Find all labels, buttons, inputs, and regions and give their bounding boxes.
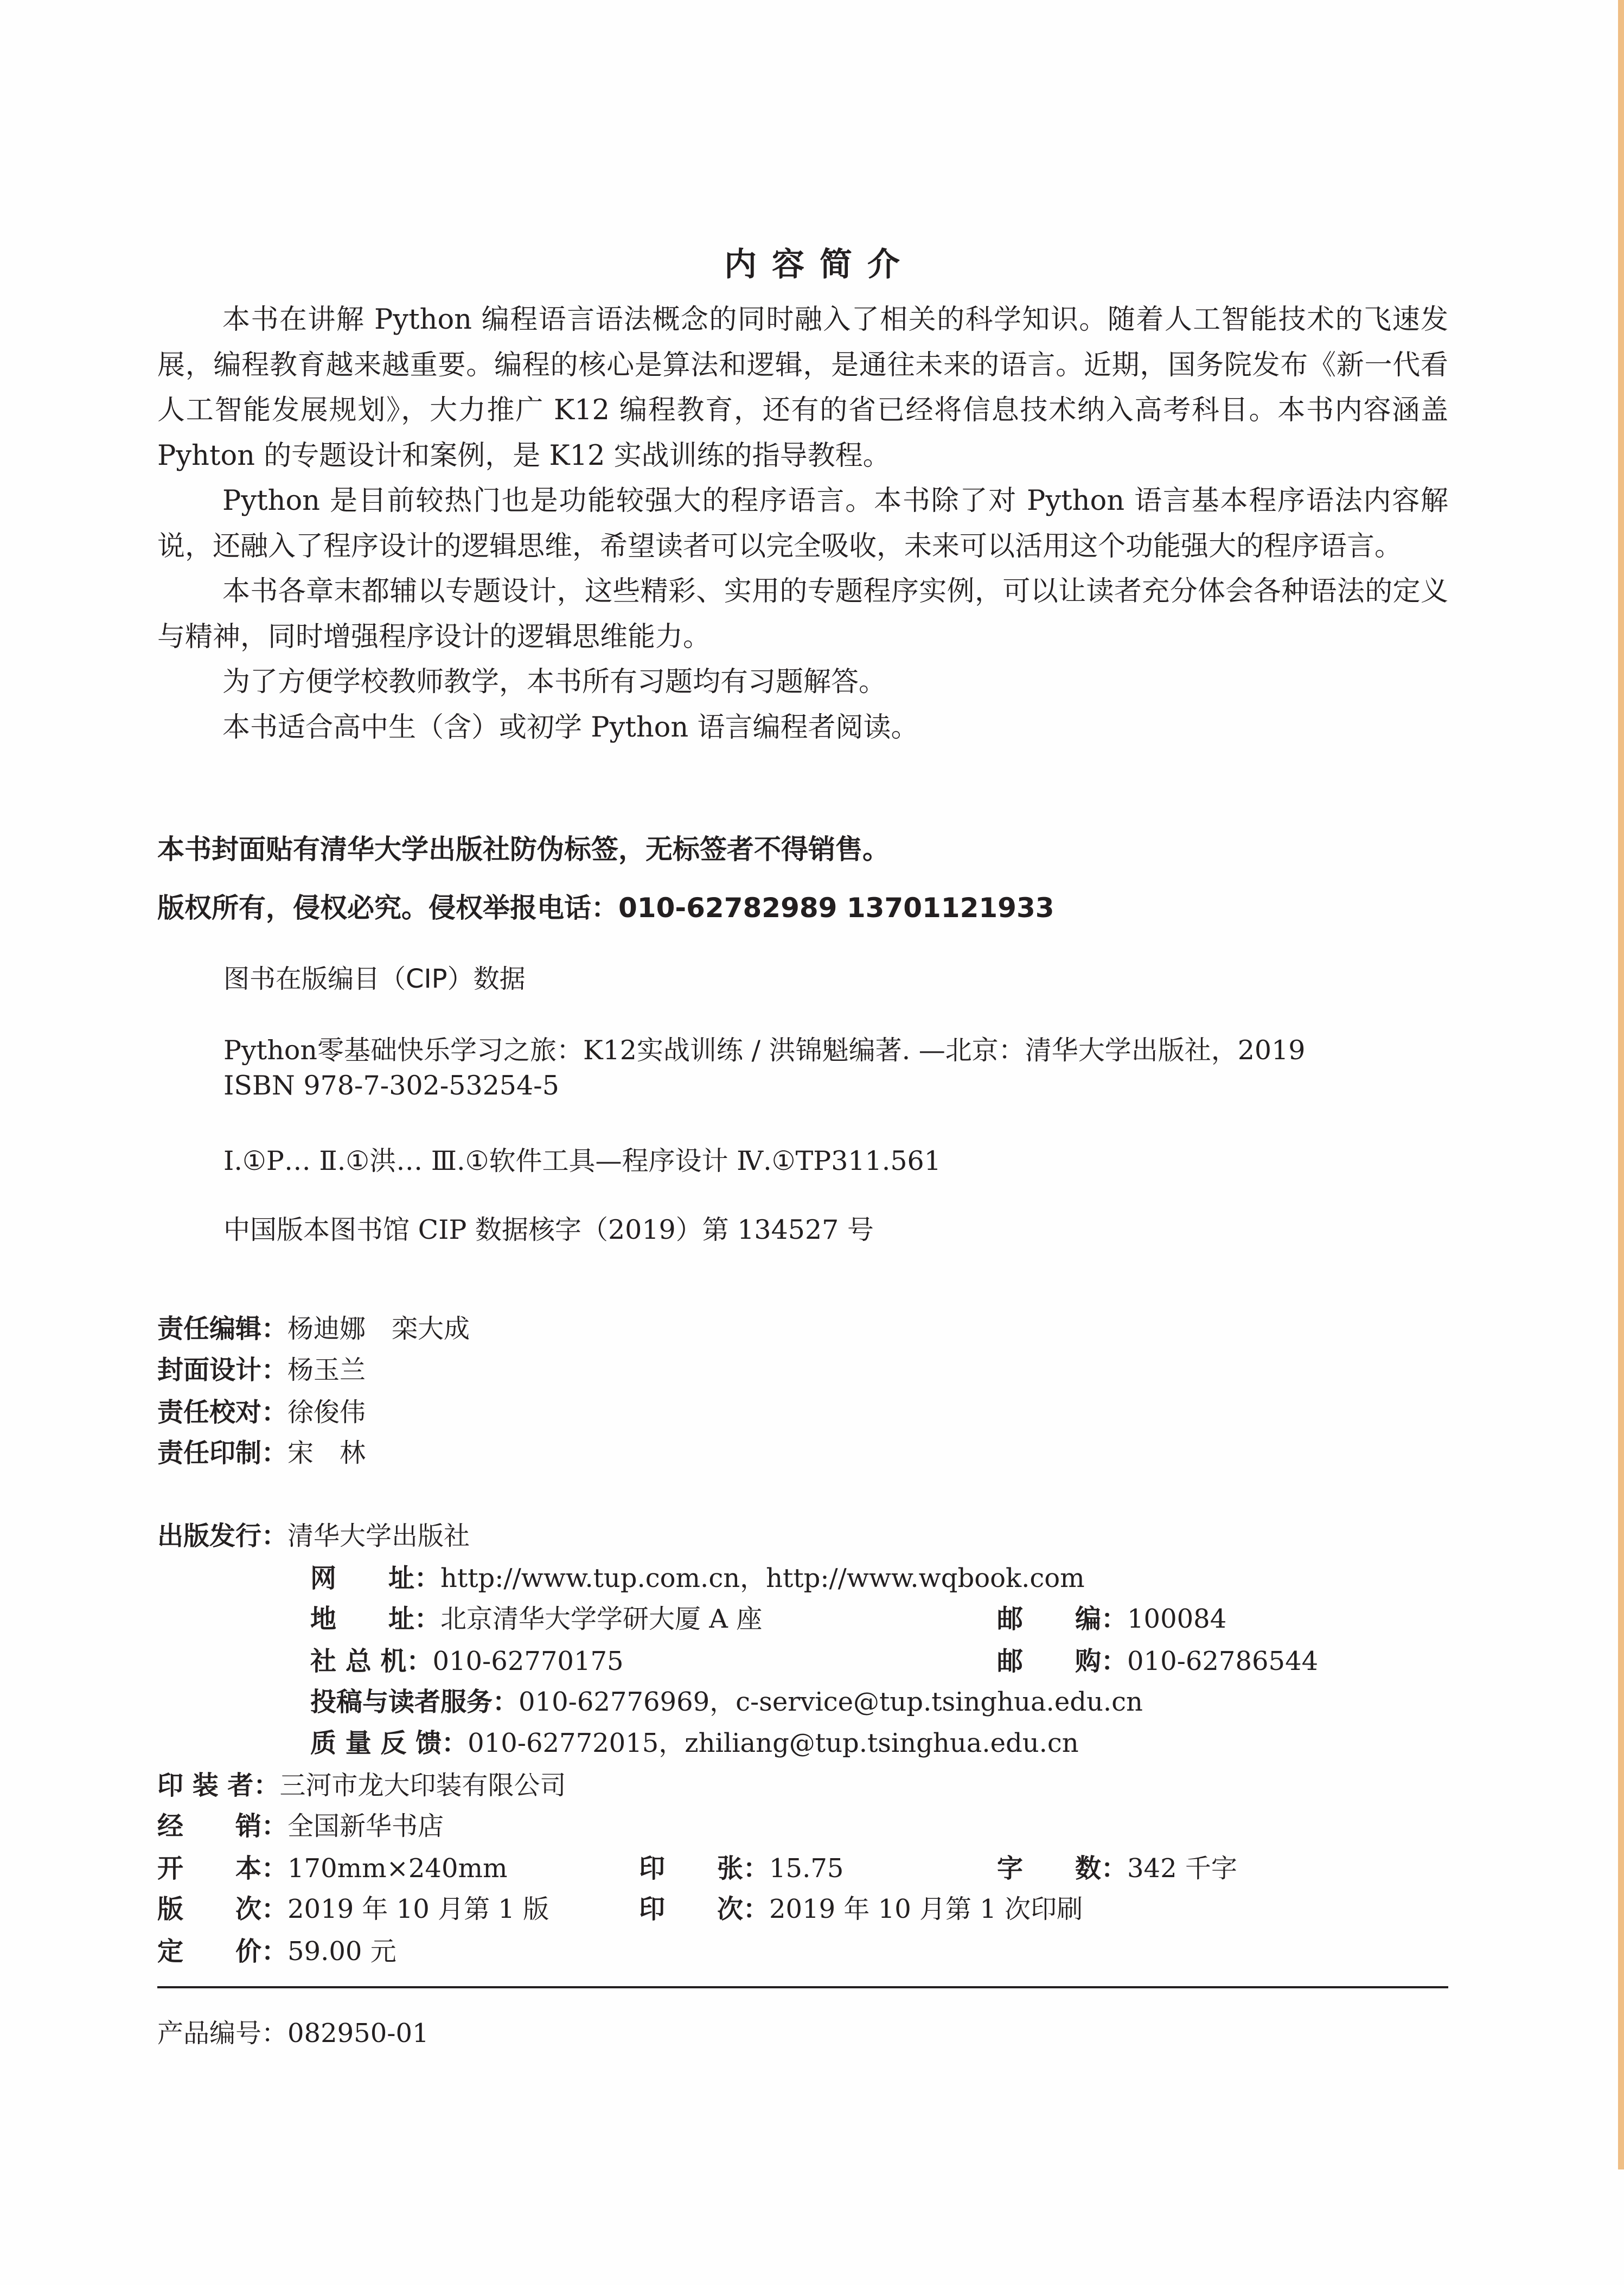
product-number-value: 082950-01	[287, 2018, 429, 2049]
impression-label: 印 次：	[639, 1894, 770, 1924]
website-value: http://www.tup.com.cn，http://www.wqbook.com	[440, 1563, 1085, 1593]
cip-classification: Ⅰ.①P… Ⅱ.①洪… Ⅲ.①软件工具—程序设计 Ⅳ.①TP311.561	[223, 1145, 941, 1176]
mail-order-value: 010-62786544	[1127, 1646, 1319, 1676]
reader-service-label: 投稿与读者服务：	[310, 1687, 519, 1717]
distributor-label: 经 销：	[157, 1811, 288, 1841]
word-count-value: 342 千字	[1127, 1853, 1237, 1884]
postcode-row	[997, 1598, 1226, 1635]
switchboard-value: 010-62770175	[432, 1646, 624, 1676]
impression-value: 2019 年 10 月第 1 次印刷	[769, 1894, 1083, 1924]
word-count-row	[997, 1847, 1237, 1885]
format-row	[157, 1847, 508, 1885]
cip-isbn: ISBN 978-7-302-53254-5	[223, 1070, 559, 1101]
feedback-label: 质 量 反 馈：	[310, 1728, 468, 1758]
staff-value: 徐俊伟	[287, 1397, 366, 1428]
staff-row-cover-design	[157, 1349, 366, 1386]
price-row	[157, 1930, 397, 1968]
price-value: 59.00 元	[287, 1936, 397, 1967]
edition-value: 2019 年 10 月第 1 版	[287, 1894, 549, 1924]
staff-value: 杨玉兰	[287, 1355, 366, 1385]
cip-heading: 图书在版编目（CIP）数据	[223, 964, 526, 994]
website-label: 网 址：	[310, 1563, 441, 1593]
mail-order-label: 邮 购：	[997, 1646, 1128, 1676]
page-edge-color-strip	[1618, 0, 1624, 2169]
publisher-name: 清华大学出版社	[287, 1521, 470, 1551]
address-value: 北京清华大学学研大厦 A 座	[440, 1604, 763, 1634]
summary-title: 内容简介	[724, 246, 915, 284]
publisher-row	[157, 1515, 470, 1552]
switchboard-label: 社 总 机：	[310, 1646, 433, 1676]
summary-paragraph: 为了方便学校教师教学，本书所有习题均有习题解答。	[222, 666, 887, 698]
edition-label: 版 次：	[157, 1894, 288, 1924]
mail-order-row	[997, 1640, 1318, 1678]
switchboard-row	[310, 1640, 624, 1678]
sheets-row	[639, 1847, 843, 1885]
sheets-label: 印 张：	[639, 1853, 770, 1884]
staff-row-editor	[157, 1308, 470, 1345]
staff-value: 杨迪娜 栾大成	[287, 1314, 470, 1344]
staff-label: 封面设计：	[157, 1355, 288, 1385]
website-row	[310, 1557, 1085, 1595]
publisher-label: 出版发行：	[157, 1521, 288, 1551]
staff-row-printing	[157, 1432, 366, 1469]
summary-paragraph: 本书适合高中生（含）或初学 Python 语言编程者阅读。	[222, 711, 919, 744]
staff-row-proofreader	[157, 1391, 366, 1429]
format-value: 170mm×240mm	[287, 1853, 508, 1884]
reader-service-row	[310, 1681, 1143, 1718]
distributor-value: 全国新华书店	[287, 1811, 444, 1841]
staff-label: 责任印制：	[157, 1438, 288, 1468]
edition-row	[157, 1888, 549, 1925]
sheets-value: 15.75	[769, 1853, 844, 1884]
cip-library-number: 中国版本图书馆 CIP 数据核字（2019）第 134527 号	[223, 1214, 874, 1245]
summary-paragraph: 本书在讲解 Python 编程语言语法概念的同时融入了相关的科学知识。随着人工智能技术的飞速发展，编程教育越来越重要。编程的核心是算法和逻辑，是通往未来的语言。近期，国务院发布《新一代看人工智能发展规划》，大力推广 K12 编程教育，还有的省已经将信息技术纳入高考科目。本书内容涵盖 Pyhton 的专题设计和案例，是 K12 实战训练的指导教程。	[157, 304, 1448, 472]
address-label: 地 址：	[310, 1604, 441, 1634]
printer-row	[157, 1764, 566, 1802]
postcode-label: 邮 编：	[997, 1604, 1128, 1634]
product-number-row	[157, 2012, 429, 2050]
distributor-row	[157, 1805, 444, 1842]
printer-value: 三河市龙大印装有限公司	[279, 1770, 566, 1801]
divider-rule	[157, 1986, 1448, 1988]
cip-record: Python零基础快乐学习之旅：K12实战训练 / 洪锦魁编著. —北京：清华大学出版社，2019	[223, 1035, 1306, 1066]
format-label: 开 本：	[157, 1853, 288, 1884]
price-label: 定 价：	[157, 1936, 288, 1967]
staff-value: 宋 林	[287, 1438, 366, 1468]
summary-body	[157, 297, 1448, 750]
postcode-value: 100084	[1127, 1604, 1227, 1634]
staff-label: 责任校对：	[157, 1397, 288, 1428]
word-count-label: 字 数：	[997, 1853, 1128, 1884]
reader-service-value: 010-62776969，c-service@tup.tsinghua.edu.cn	[519, 1687, 1143, 1717]
printer-label: 印 装 者：	[157, 1770, 280, 1801]
copyright-notice: 版权所有，侵权必究。侵权举报电话：010-62782989 13701121933	[157, 892, 1054, 924]
feedback-value: 010-62772015，zhiliang@tup.tsinghua.edu.cn	[468, 1728, 1079, 1758]
summary-paragraph: 本书各章末都辅以专题设计，这些精彩、实用的专题程序实例，可以让读者充分体会各种语法的定义与精神，同时增强程序设计的逻辑思维能力。	[157, 575, 1448, 653]
staff-label: 责任编辑：	[157, 1314, 288, 1344]
summary-paragraph: Python 是目前较热门也是功能较强大的程序语言。本书除了对 Python 语言基本程序语法内容解说，还融入了程序设计的逻辑思维，希望读者可以完全吸收，未来可以活用这个功能强大的程序语言。	[157, 485, 1448, 562]
product-number-label: 产品编号：	[157, 2018, 288, 2049]
feedback-row	[310, 1722, 1079, 1759]
anti-counterfeit-notice: 本书封面贴有清华大学出版社防伪标签，无标签者不得销售。	[157, 834, 890, 865]
impression-row	[639, 1888, 1083, 1925]
address-row	[310, 1598, 762, 1635]
